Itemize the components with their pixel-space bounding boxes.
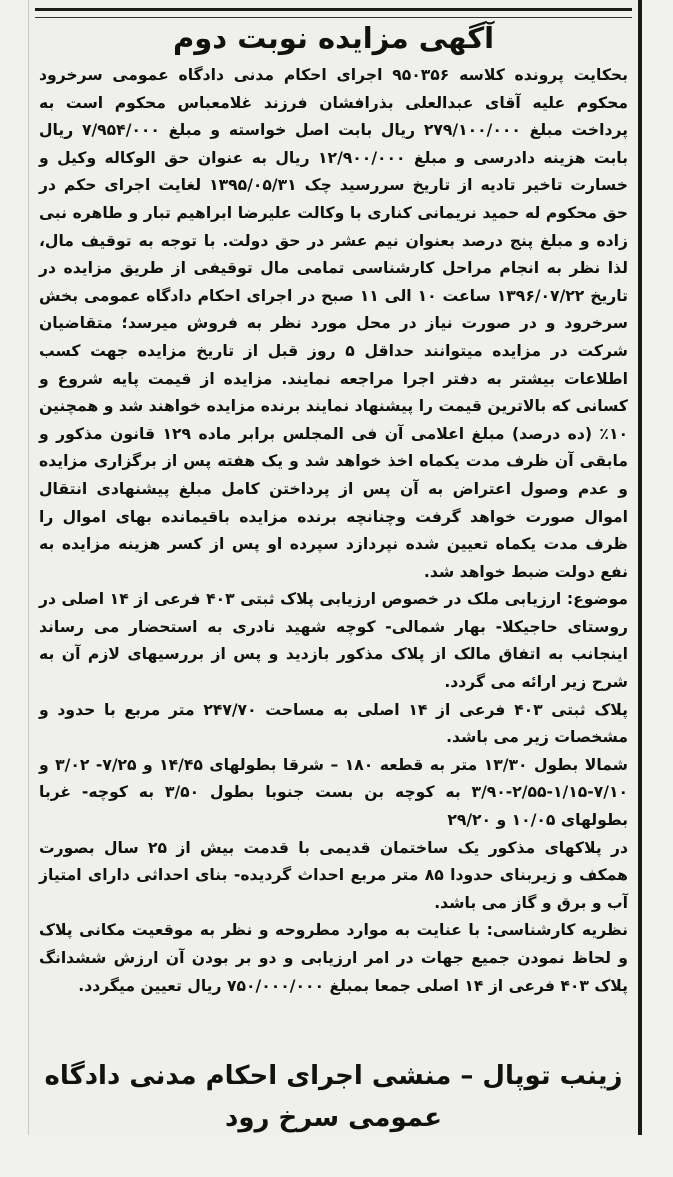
bounds-paragraph: شمالا بطول ۱۳/۳۰ متر به قطعه ۱۸۰ – شرقا بطولهای ۱۴/۴۵ و ۷/۲۵- ۳/۰۲ و ۷/۱۰-۱/۱۵-۲/۵۵-۳/۹۰ به کوچه بن بست جنوبا بطول ۳/۵۰ به کوچه- غربا بطولهای ۱۰/۰۵ و ۲۹/۲۰ [39,755,628,830]
expert-text: با عنایت به موارد مطروحه و نظر به موقعیت مکانی پلاک و لحاظ نمودن جمیع جهات در امر ارزیابی و دو بر بودن آن ارزش ششدانگ پلاک ۴۰۳ فرعی از ۱۴ اصلی جمعا بمبلغ ۷۵۰/۰۰۰/۰۰۰ ریال تعیین میگردد. [39,921,628,995]
signature-line-2: عمومی سرخ رود [225,1103,442,1133]
expert-label: نظریه کارشناسی: [486,921,628,940]
subject-label: موضوع: [566,590,628,609]
notice-body [39,62,628,1000]
signature-line-1: زینب توپال – منشی اجرای احکام مدنی دادگاه [44,1061,623,1091]
expert-paragraph [39,917,628,1000]
subject-paragraph [39,586,628,696]
notice-title: آگهی مزایده نوبت دوم [172,21,495,55]
top-rule [35,8,632,18]
newspaper-clipping [28,0,642,1135]
building-paragraph: در پلاکهای مذکور یک ساختمان قدیمی با قدمت بیش از ۲۵ سال بصورت همکف و زیربنای حدودا ۸۵ متر مربع احداث گردیده- بنای احداثی دارای امتیاز آب و برق و گاز می باشد. [39,838,628,912]
plot-paragraph: پلاک ثبتی ۴۰۳ فرعی از ۱۴ اصلی به مساحت ۲۴۷/۷۰ متر مربع با حدود و مشخصات زیر می باشد. [39,700,629,747]
subject-text: ارزیابی ملک در خصوص ارزیابی پلاک ثبتی ۴۰۳ فرعی از ۱۴ اصلی در روستای حاجیکلا- بهار شمالی- کوچه شهید نادری به استحضار می رساند اینجانب به اتفاق مالک از پلاک مذکور بازدید و پس از بررسیهای لازم آن به شرح زیر ارائه می گردد. [39,590,628,692]
main-paragraph: بحکایت پرونده کلاسه ۹۵۰۳۵۶ اجرای احکام مدنی دادگاه عمومی سرخرود محکوم علیه آقای عبدالعلی بذرافشان فرزند غلامعباس محکوم است به پرداخت مبلغ ۲۷۹/۱۰۰/۰۰۰ ریال بابت اصل خواسته و مبلغ ۷/۹۵۴/۰۰۰ ریال بابت هزینه دادرسی و مبلغ ۱۲/۹۰۰/۰۰۰ ریال به عنوان حق الوکاله وکیل و خسارت تاخیر تادیه از تاریخ سررسید چک ۱۳۹۵/۰۵/۳۱ لغایت اجرای حکم در حق محکوم له حمید نریمانی کناری با وکالت علیرضا ابراهیم تبار و طاهره نبی زاده و مبلغ پنج درصد بعنوان نیم عشر در حق دولت. با توجه به توقیف مال، لذا نظر به انجام مراحل کارشناسی تمامی مال توقیفی از طریق مزایده در تاریخ ۱۳۹۶/۰۷/۲۲ ساعت ۱۰ الی ۱۱ صبح در اجرای احکام دادگاه عمومی بخش سرخرود و در صورت نیاز در محل مورد نظر به فروش میرسد؛ متقاضیان شرکت در مزایده میتوانند حداقل ۵ روز قبل از تاریخ مزایده جهت کسب اطلاعات بیشتر به دفتر اجرا مراجعه نمایند. مزایده از قیمت پایه شروع و کسانی که بالاترین قیمت را پیشنهاد نمایند برنده مزایده خواهند شد و همچنین ۱۰٪ (ده درصد) مبلغ اعلامی آن فی المجلس برابر ماده ۱۲۹ قانون مذکور و مابقی آن ظرف مدت یکماه اخذ خواهد شد و یک هفته پس از برگزاری مزایده و عدم وصول اعتراض به آن پس از پرداختن کامل مبلغ پیشنهادی انتقال اموال صورت خواهد گرفت وچنانچه برنده مزایده باقیمانده بهای اموال را ظرف مدت یکماه تعیین شده نپردازد سپرده او پس از کسر هزینه مزایده به نفع دولت ضبط خواهد شد. [39,66,629,581]
signature-block [29,1055,638,1135]
